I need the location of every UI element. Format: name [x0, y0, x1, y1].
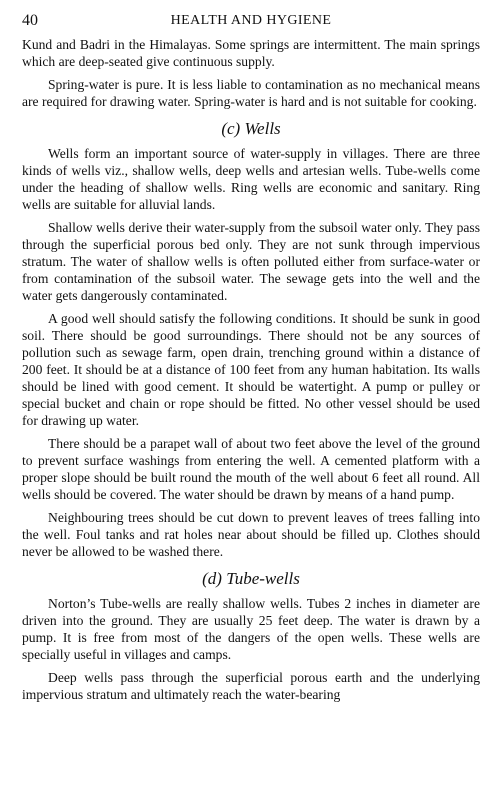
- book-page: [22, 12, 480, 703]
- running-head: HEALTH AND HYGIENE: [170, 13, 332, 28]
- paragraph-neighbouring-trees: Neighbouring trees should be cut down to prevent leaves of trees falling into the well. Foul tanks and rat holes near about should be filled up. Clothes should never be allowed to be washed there.: [22, 510, 480, 559]
- paragraph-springs-continued: Kund and Badri in the Himalayas. Some springs are intermittent. The main springs which are deep-seated give continuous supply.: [22, 37, 480, 69]
- page-number: 40: [22, 12, 38, 29]
- paragraph-parapet-wall: There should be a parapet wall of about two feet above the level of the ground to prevent surface washings from entering the well. A cemented platform with a proper slope should be built round the mouth of the well about 6 feet all round. All wells should be covered. The water should be drawn by means of a hand pump.: [22, 436, 480, 502]
- section-heading-wells: (c) Wells: [221, 119, 281, 138]
- section-heading-tube-wells: (d) Tube-wells: [202, 569, 300, 588]
- paragraph-nortons-tube-wells: Norton’s Tube-wells are really shallow wells. Tubes 2 inches in diameter are driven into the ground. They are usually 25 feet deep. The water is drawn by a pump. It is free from most of the dangers of the open wells. These wells are specially useful in villages and camps.: [22, 596, 480, 662]
- paragraph-wells-types: Wells form an important source of water-supply in villages. There are three kinds of wells viz., shallow wells, deep wells and artesian wells. Tube-wells come under the heading of shallow wells. Ring wells are economic and sanitary. Ring wells are suitable for alluvial lands.: [22, 146, 480, 212]
- paragraph-good-well-conditions: A good well should satisfy the following conditions. It should be sunk in good soil. There should be good surroundings. There should not be any sources of pollution such as sewage farm, open drain, trenching ground within a distance of 200 feet. It should be at a distance of 100 feet from any human habitation. Its walls should be lined with good cement. It should be watertight. A pump or pulley or special bucket and chain or rope should be fitted. No other vessel should be used for drawing up water.: [22, 311, 480, 428]
- page-header: [22, 12, 480, 36]
- paragraph-deep-wells: Deep wells pass through the superficial porous earth and the underlying impervious stratum and ultimately reach the water-bearing: [22, 670, 480, 702]
- paragraph-spring-water: Spring-water is pure. It is less liable to contamination as no mechanical means are required for drawing water. Spring-water is hard and is not suitable for cooking.: [22, 77, 480, 109]
- paragraph-shallow-wells: Shallow wells derive their water-supply from the subsoil water only. They pass through the superficial porous bed only. They are not sunk through impervious stratum. The water of shallow wells is often polluted either from surface-water or from contamination of the subsoil water. The sewage gets into the well and the water gets dangerously contaminated.: [22, 220, 480, 303]
